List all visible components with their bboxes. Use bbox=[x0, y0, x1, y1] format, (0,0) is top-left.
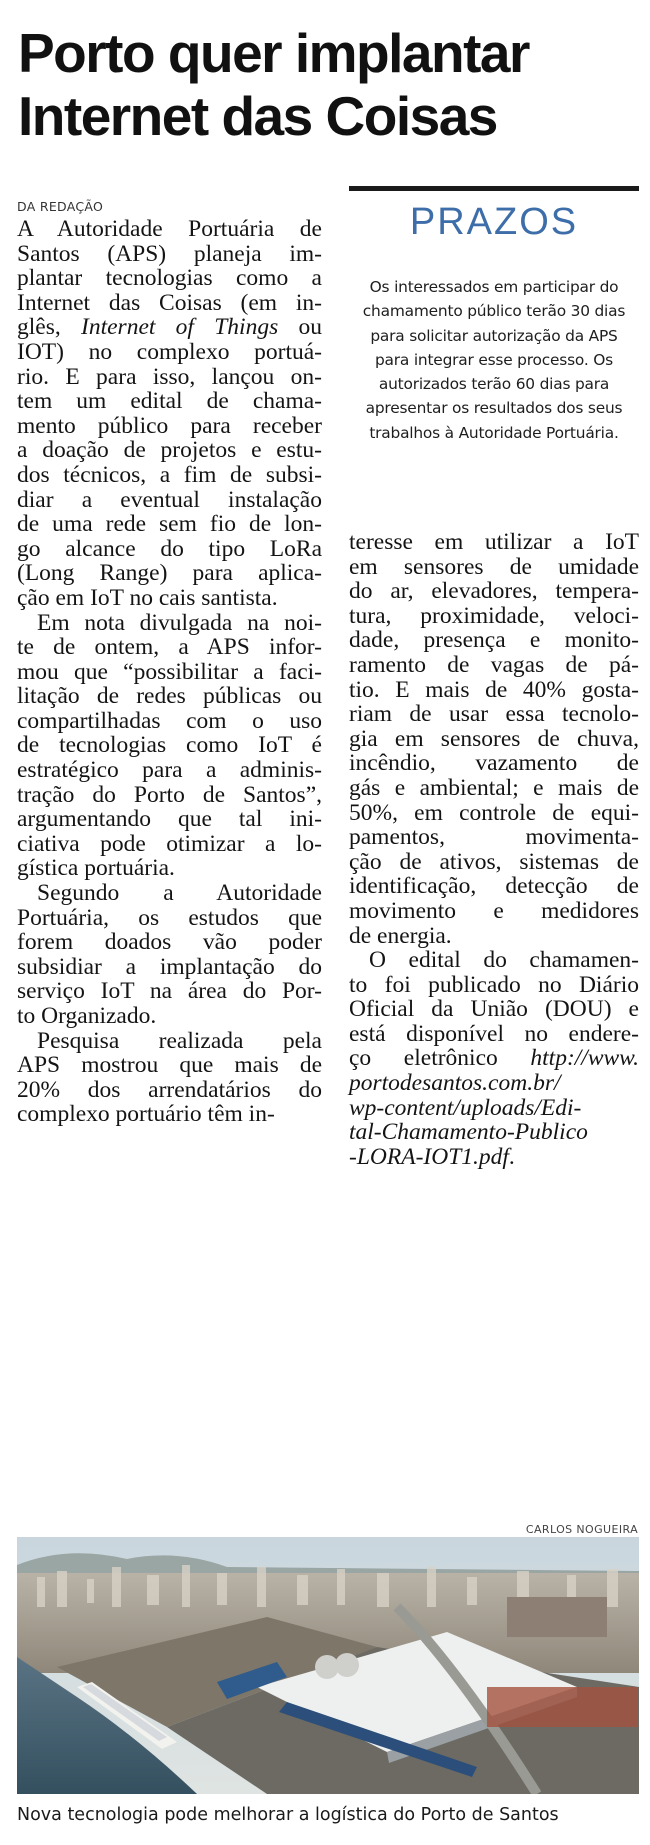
body-text-line: mento público para receber bbox=[17, 412, 322, 439]
body-text-line: ção de ativos, sistemas de bbox=[349, 848, 639, 875]
body-text-line: a doação de projetos e estu- bbox=[17, 437, 322, 464]
body-text-line: compartilhadas com o uso bbox=[17, 707, 322, 734]
body-text-line: A Autoridade Portuária de bbox=[17, 216, 322, 242]
body-text-line: serviço IoT na área do Por- bbox=[17, 978, 322, 1005]
sidebar-line: trabalhos à Autoridade Portuária. bbox=[369, 423, 619, 442]
body-text-line: gás e ambiental; e mais de bbox=[349, 774, 639, 801]
body-text-line: tração do Porto de Santos”, bbox=[17, 781, 322, 808]
port-aerial-photo bbox=[17, 1537, 639, 1794]
sidebar-title: PRAZOS bbox=[409, 201, 579, 243]
photo-caption: Nova tecnologia pode melhorar a logística do Porto de Santos bbox=[17, 1805, 559, 1825]
body-text-line: teresse em utilizar a IoT bbox=[349, 529, 639, 555]
body-text-line: diar a eventual instalação bbox=[17, 486, 322, 513]
body-text-line: ção em IoT no cais santista. bbox=[17, 584, 278, 611]
body-text-line: O edital do chamamen- bbox=[369, 947, 639, 974]
body-text-line: Em nota divulgada na noi- bbox=[37, 609, 322, 636]
sidebar-line: Os interessados em participar do bbox=[369, 278, 619, 296]
body-text-line: glês, Internet of Things ou bbox=[17, 314, 323, 341]
body-text-line: em sensores de umidade bbox=[349, 553, 639, 580]
body-text-line: identificação, detecção de bbox=[349, 873, 639, 900]
body-text-line: de uma rede sem fio de lon- bbox=[17, 511, 322, 538]
body-text-line: IOT) no complexo portuá- bbox=[17, 338, 322, 365]
body-text-line: mou que “possibilitar a faci- bbox=[17, 658, 322, 685]
body-text-line: argumentando que tal ini- bbox=[17, 806, 322, 833]
body-text-line: te de ontem, a APS infor- bbox=[17, 634, 322, 661]
body-text-line: 50%, em controle de equi- bbox=[349, 799, 639, 826]
body-text-line: gística portuária. bbox=[17, 855, 175, 882]
body-text-line: estratégico para a adminis- bbox=[17, 757, 322, 784]
body-text-line: tura, proximidade, veloci- bbox=[349, 602, 639, 629]
body-text-line: pamentos, movimenta- bbox=[349, 824, 639, 851]
body-text-line: movimento e medidores bbox=[349, 897, 639, 924]
photo-credit: CARLOS NOGUEIRA bbox=[525, 1523, 638, 1536]
body-text-line: tio. E mais de 40% gosta- bbox=[349, 676, 639, 703]
body-text-line: ço eletrônico http://www. bbox=[349, 1045, 639, 1072]
body-text-line: ramento de vagas de pá- bbox=[349, 651, 639, 678]
body-text-line: riam de usar essa tecnolo- bbox=[349, 701, 639, 728]
body-text-line: gia em sensores de chuva, bbox=[349, 725, 639, 752]
body-text-line: Portuária, os estudos que bbox=[17, 904, 322, 931]
body-text-line: (Long Range) para aplica- bbox=[17, 560, 322, 587]
body-text-line: to foi publicado no Diário bbox=[349, 971, 639, 998]
body-text-line: Oficial da União (DOU) e bbox=[349, 996, 639, 1023]
headline bbox=[18, 22, 638, 148]
headline-line-2: Internet das Coisas bbox=[18, 85, 497, 147]
body-text-line: 20% dos arrendatários do bbox=[17, 1076, 322, 1103]
sidebar-line: autorizados terão 60 dias para bbox=[378, 375, 610, 394]
sidebar-top-rule bbox=[349, 186, 639, 191]
body-text-line: ciativa pode otimizar a lo- bbox=[17, 830, 322, 857]
body-text-line: de energia. bbox=[349, 922, 452, 949]
body-text-line: Segundo a Autoridade bbox=[37, 880, 322, 907]
sidebar-line: apresentar os resultados dos seus bbox=[365, 399, 623, 418]
body-text-line: complexo portuário têm in- bbox=[17, 1101, 275, 1128]
body-text-line: dade, presença e monito- bbox=[349, 627, 639, 654]
body-text-line: tal-Chamamento-Publico bbox=[349, 1119, 588, 1146]
article-body-left-column bbox=[17, 217, 322, 1127]
body-text-line: Pesquisa realizada pela bbox=[37, 1027, 322, 1054]
body-text-line: tem um edital de chama- bbox=[17, 388, 322, 415]
body-text-line: portodesantos.com.br/ bbox=[349, 1070, 561, 1097]
article-body-right-column bbox=[349, 530, 639, 1169]
body-text-line: go alcance do tipo LoRa bbox=[17, 535, 322, 562]
body-text-line: dos técnicos, a fim de subsi- bbox=[17, 461, 322, 488]
headline-line-1: Porto quer implantar bbox=[18, 22, 529, 84]
sidebar-body bbox=[349, 275, 639, 445]
sidebar-line: chamamento público terão 30 dias bbox=[362, 302, 626, 321]
sidebar-line: para solicitar autorização da APS bbox=[370, 326, 618, 345]
sidebar-line: para integrar esse processo. Os bbox=[374, 350, 613, 369]
body-text-line: forem doados vão poder bbox=[17, 929, 322, 956]
byline: DA REDAÇÃO bbox=[17, 199, 104, 214]
body-text-line: to Organizado. bbox=[17, 1003, 157, 1029]
body-text-line: Santos (APS) planeja im- bbox=[17, 240, 322, 267]
body-text-line: está disponível no endere- bbox=[349, 1020, 639, 1047]
body-text-line: -LORA-IOT1.pdf. bbox=[349, 1143, 515, 1170]
body-text-line: do ar, elevadores, tempera- bbox=[349, 578, 639, 605]
body-text-line: Internet das Coisas (em in- bbox=[17, 289, 322, 316]
body-text-line: de tecnologias como IoT é bbox=[17, 732, 322, 759]
body-text-line: rio. E para isso, lançou on- bbox=[17, 363, 322, 390]
body-text-line: litação de redes públicas ou bbox=[17, 683, 322, 710]
body-text-line: subsidiar a implantação do bbox=[17, 953, 322, 980]
body-text-line: APS mostrou que mais de bbox=[17, 1052, 322, 1079]
body-text-line: incêndio, vazamento de bbox=[349, 750, 639, 777]
body-text-line: plantar tecnologias como a bbox=[17, 265, 322, 292]
body-text-line: wp-content/uploads/Edi- bbox=[349, 1094, 582, 1121]
